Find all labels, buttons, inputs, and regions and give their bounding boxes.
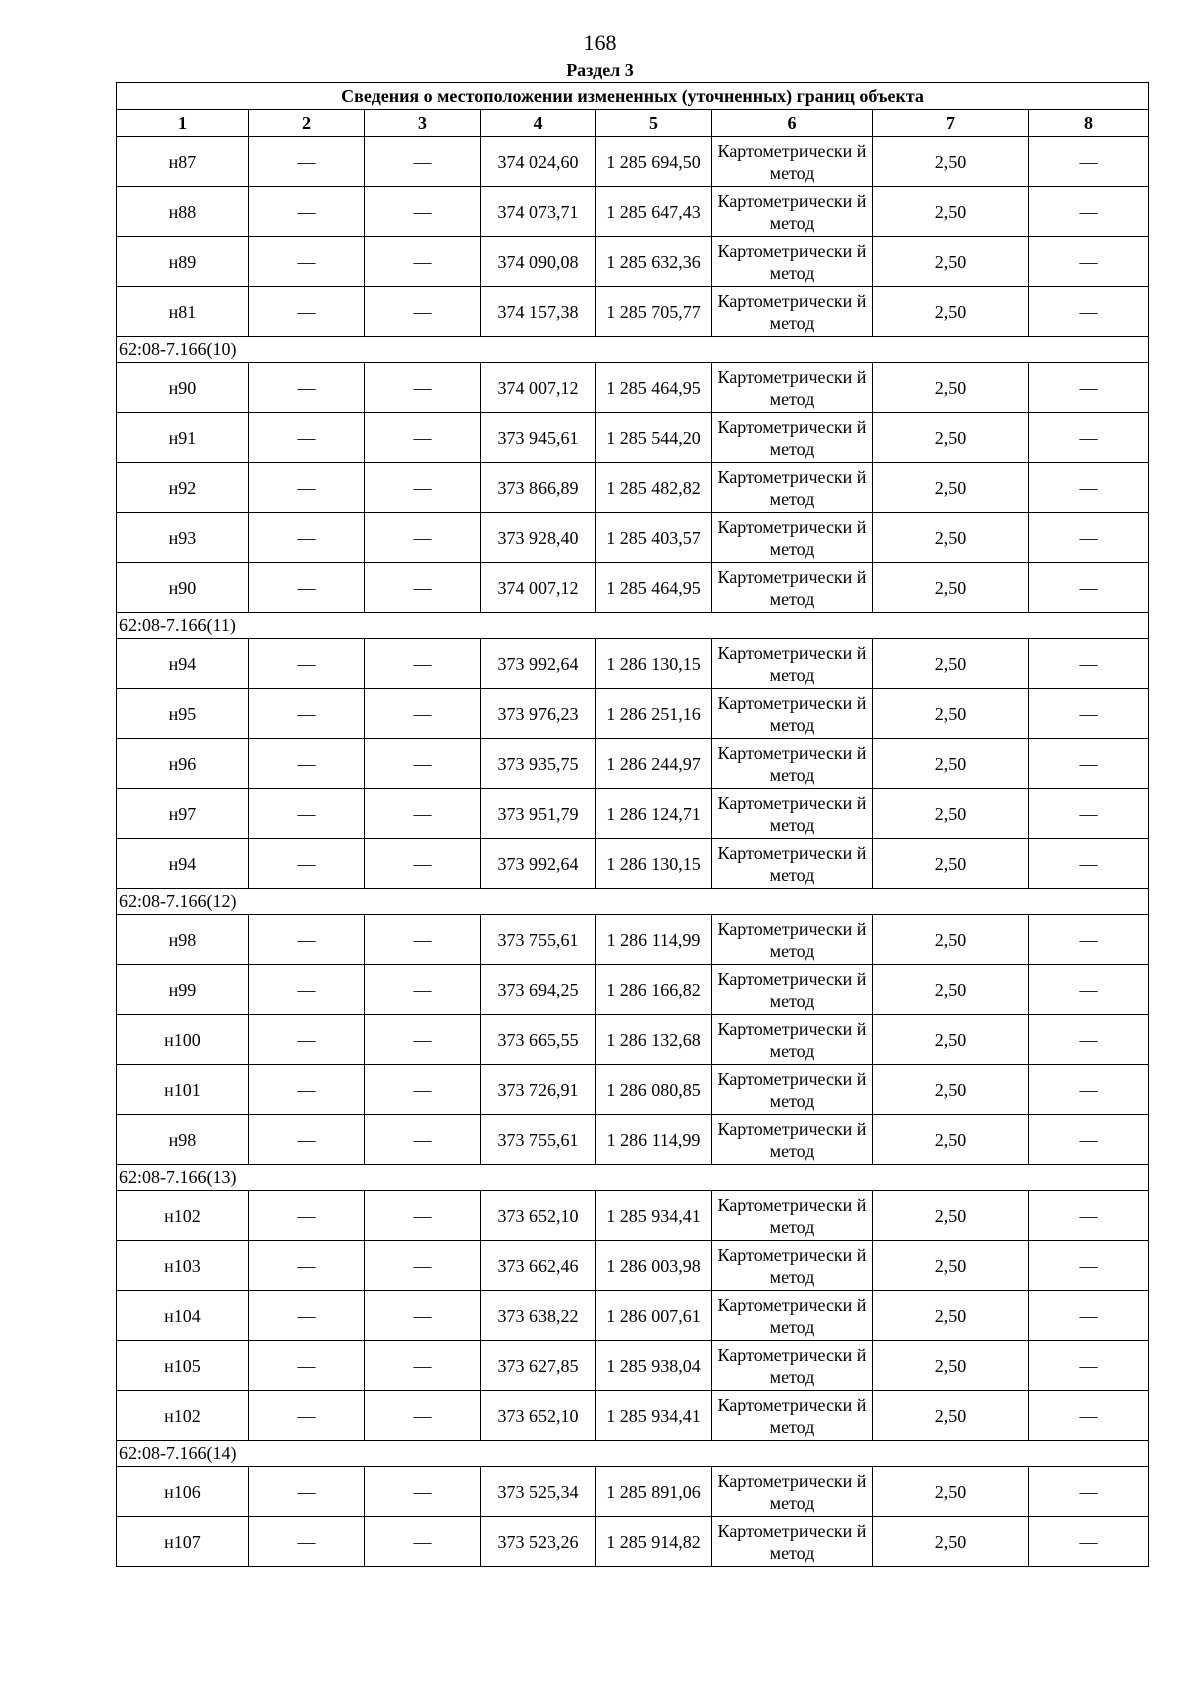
x-coordinate-cell: 373 755,61 <box>481 1115 596 1165</box>
table-row <box>117 1191 1149 1241</box>
method-cell: Картометрически й метод <box>712 1391 873 1441</box>
point-id-cell: н104 <box>117 1291 249 1341</box>
col2-cell: — <box>249 237 365 287</box>
col3-cell: — <box>365 137 481 187</box>
col8-cell: — <box>1029 287 1149 337</box>
col3-cell: — <box>365 237 481 287</box>
point-id-cell: н98 <box>117 1115 249 1165</box>
x-coordinate-cell: 373 525,34 <box>481 1467 596 1517</box>
col8-cell: — <box>1029 689 1149 739</box>
accuracy-cell: 2,50 <box>873 1341 1029 1391</box>
point-id-cell: н106 <box>117 1467 249 1517</box>
col3-cell: — <box>365 513 481 563</box>
method-cell: Картометрически й метод <box>712 965 873 1015</box>
col2-cell: — <box>249 1341 365 1391</box>
col8-cell: — <box>1029 965 1149 1015</box>
x-coordinate-cell: 373 992,64 <box>481 839 596 889</box>
method-cell: Картометрически й метод <box>712 839 873 889</box>
col8-cell: — <box>1029 1065 1149 1115</box>
col2-cell: — <box>249 413 365 463</box>
table-caption: Сведения о местоположении измененных (уточненных) границ объекта <box>117 83 1149 110</box>
table-body <box>117 137 1149 1567</box>
col3-cell: — <box>365 463 481 513</box>
method-cell: Картометрически й метод <box>712 1115 873 1165</box>
x-coordinate-cell: 374 007,12 <box>481 363 596 413</box>
y-coordinate-cell: 1 285 694,50 <box>596 137 712 187</box>
table-row <box>117 513 1149 563</box>
col8-cell: — <box>1029 1467 1149 1517</box>
col3-cell: — <box>365 287 481 337</box>
method-cell: Картометрически й метод <box>712 1291 873 1341</box>
accuracy-cell: 2,50 <box>873 1191 1029 1241</box>
table-row <box>117 287 1149 337</box>
col3-cell: — <box>365 563 481 613</box>
table-row <box>117 1391 1149 1441</box>
col8-cell: — <box>1029 915 1149 965</box>
x-coordinate-cell: 373 951,79 <box>481 789 596 839</box>
x-coordinate-cell: 373 694,25 <box>481 965 596 1015</box>
col8-cell: — <box>1029 187 1149 237</box>
group-row <box>117 337 1149 363</box>
col2-cell: — <box>249 689 365 739</box>
point-id-cell: н98 <box>117 915 249 965</box>
col2-cell: — <box>249 639 365 689</box>
col2-cell: — <box>249 789 365 839</box>
col8-cell: — <box>1029 1291 1149 1341</box>
accuracy-cell: 2,50 <box>873 1065 1029 1115</box>
col3-cell: — <box>365 1065 481 1115</box>
method-cell: Картометрически й метод <box>712 137 873 187</box>
method-cell: Картометрически й метод <box>712 639 873 689</box>
col2-cell: — <box>249 363 365 413</box>
table-row <box>117 1467 1149 1517</box>
col8-cell: — <box>1029 739 1149 789</box>
col2-cell: — <box>249 1065 365 1115</box>
accuracy-cell: 2,50 <box>873 463 1029 513</box>
method-cell: Картометрически й метод <box>712 1065 873 1115</box>
col8-cell: — <box>1029 1341 1149 1391</box>
y-coordinate-cell: 1 285 482,82 <box>596 463 712 513</box>
col2-cell: — <box>249 1241 365 1291</box>
col2-cell: — <box>249 915 365 965</box>
point-id-cell: н97 <box>117 789 249 839</box>
point-id-cell: н107 <box>117 1517 249 1567</box>
column-header: 2 <box>249 110 365 137</box>
group-row <box>117 1441 1149 1467</box>
table-row <box>117 237 1149 287</box>
point-id-cell: н88 <box>117 187 249 237</box>
table-row <box>117 463 1149 513</box>
y-coordinate-cell: 1 286 124,71 <box>596 789 712 839</box>
y-coordinate-cell: 1 286 007,61 <box>596 1291 712 1341</box>
col3-cell: — <box>365 915 481 965</box>
group-row <box>117 613 1149 639</box>
table-row <box>117 413 1149 463</box>
group-label: 62:08-7.166(11) <box>117 613 1149 639</box>
accuracy-cell: 2,50 <box>873 1015 1029 1065</box>
y-coordinate-cell: 1 285 464,95 <box>596 363 712 413</box>
group-label: 62:08-7.166(13) <box>117 1165 1149 1191</box>
x-coordinate-cell: 373 662,46 <box>481 1241 596 1291</box>
col3-cell: — <box>365 689 481 739</box>
method-cell: Картометрически й метод <box>712 689 873 739</box>
method-cell: Картометрически й метод <box>712 789 873 839</box>
col2-cell: — <box>249 739 365 789</box>
col3-cell: — <box>365 1191 481 1241</box>
table-row <box>117 1241 1149 1291</box>
method-cell: Картометрически й метод <box>712 915 873 965</box>
col8-cell: — <box>1029 839 1149 889</box>
col8-cell: — <box>1029 1517 1149 1567</box>
x-coordinate-cell: 373 652,10 <box>481 1191 596 1241</box>
method-cell: Картометрически й метод <box>712 413 873 463</box>
col8-cell: — <box>1029 1391 1149 1441</box>
point-id-cell: н90 <box>117 563 249 613</box>
y-coordinate-cell: 1 286 003,98 <box>596 1241 712 1291</box>
accuracy-cell: 2,50 <box>873 1467 1029 1517</box>
col2-cell: — <box>249 1291 365 1341</box>
point-id-cell: н87 <box>117 137 249 187</box>
col3-cell: — <box>365 1517 481 1567</box>
table-row <box>117 689 1149 739</box>
table-row <box>117 1015 1149 1065</box>
y-coordinate-cell: 1 285 891,06 <box>596 1467 712 1517</box>
col8-cell: — <box>1029 463 1149 513</box>
method-cell: Картометрически й метод <box>712 513 873 563</box>
col8-cell: — <box>1029 1191 1149 1241</box>
table-row <box>117 1517 1149 1567</box>
col3-cell: — <box>365 789 481 839</box>
col2-cell: — <box>249 563 365 613</box>
col8-cell: — <box>1029 237 1149 287</box>
method-cell: Картометрически й метод <box>712 287 873 337</box>
group-label: 62:08-7.166(10) <box>117 337 1149 363</box>
point-id-cell: н93 <box>117 513 249 563</box>
column-header: 6 <box>712 110 873 137</box>
col2-cell: — <box>249 839 365 889</box>
col3-cell: — <box>365 739 481 789</box>
col2-cell: — <box>249 1015 365 1065</box>
accuracy-cell: 2,50 <box>873 563 1029 613</box>
col3-cell: — <box>365 363 481 413</box>
table-row <box>117 1291 1149 1341</box>
y-coordinate-cell: 1 285 938,04 <box>596 1341 712 1391</box>
y-coordinate-cell: 1 285 934,41 <box>596 1391 712 1441</box>
column-header: 5 <box>596 110 712 137</box>
x-coordinate-cell: 374 090,08 <box>481 237 596 287</box>
col8-cell: — <box>1029 363 1149 413</box>
table-row <box>117 965 1149 1015</box>
column-header: 4 <box>481 110 596 137</box>
x-coordinate-cell: 373 866,89 <box>481 463 596 513</box>
col2-cell: — <box>249 187 365 237</box>
section-title: Раздел 3 <box>566 60 634 80</box>
point-id-cell: н99 <box>117 965 249 1015</box>
table-row <box>117 137 1149 187</box>
x-coordinate-cell: 374 073,71 <box>481 187 596 237</box>
method-cell: Картометрически й метод <box>712 1015 873 1065</box>
method-cell: Картометрически й метод <box>712 1517 873 1567</box>
col8-cell: — <box>1029 413 1149 463</box>
accuracy-cell: 2,50 <box>873 1391 1029 1441</box>
x-coordinate-cell: 373 992,64 <box>481 639 596 689</box>
y-coordinate-cell: 1 285 914,82 <box>596 1517 712 1567</box>
y-coordinate-cell: 1 285 934,41 <box>596 1191 712 1241</box>
point-id-cell: н94 <box>117 639 249 689</box>
col8-cell: — <box>1029 639 1149 689</box>
x-coordinate-cell: 373 935,75 <box>481 739 596 789</box>
accuracy-cell: 2,50 <box>873 839 1029 889</box>
col8-cell: — <box>1029 563 1149 613</box>
point-id-cell: н105 <box>117 1341 249 1391</box>
point-id-cell: н96 <box>117 739 249 789</box>
table-caption-row <box>117 83 1149 110</box>
col3-cell: — <box>365 1115 481 1165</box>
col3-cell: — <box>365 1391 481 1441</box>
table-row <box>117 187 1149 237</box>
point-id-cell: н94 <box>117 839 249 889</box>
y-coordinate-cell: 1 286 132,68 <box>596 1015 712 1065</box>
column-header: 8 <box>1029 110 1149 137</box>
y-coordinate-cell: 1 285 632,36 <box>596 237 712 287</box>
col8-cell: — <box>1029 1015 1149 1065</box>
method-cell: Картометрически й метод <box>712 1467 873 1517</box>
y-coordinate-cell: 1 286 080,85 <box>596 1065 712 1115</box>
y-coordinate-cell: 1 286 166,82 <box>596 965 712 1015</box>
col8-cell: — <box>1029 789 1149 839</box>
method-cell: Картометрически й метод <box>712 187 873 237</box>
accuracy-cell: 2,50 <box>873 1241 1029 1291</box>
accuracy-cell: 2,50 <box>873 513 1029 563</box>
col2-cell: — <box>249 287 365 337</box>
point-id-cell: н81 <box>117 287 249 337</box>
col8-cell: — <box>1029 1115 1149 1165</box>
table-row <box>117 789 1149 839</box>
table-row <box>117 363 1149 413</box>
accuracy-cell: 2,50 <box>873 287 1029 337</box>
y-coordinate-cell: 1 286 114,99 <box>596 915 712 965</box>
point-id-cell: н100 <box>117 1015 249 1065</box>
group-label: 62:08-7.166(12) <box>117 889 1149 915</box>
x-coordinate-cell: 373 627,85 <box>481 1341 596 1391</box>
table-row <box>117 1065 1149 1115</box>
method-cell: Картометрически й метод <box>712 1191 873 1241</box>
col8-cell: — <box>1029 1241 1149 1291</box>
col2-cell: — <box>249 1517 365 1567</box>
col8-cell: — <box>1029 513 1149 563</box>
point-id-cell: н102 <box>117 1391 249 1441</box>
col3-cell: — <box>365 639 481 689</box>
col3-cell: — <box>365 965 481 1015</box>
col2-cell: — <box>249 137 365 187</box>
method-cell: Картометрически й метод <box>712 237 873 287</box>
table-row <box>117 915 1149 965</box>
y-coordinate-cell: 1 286 130,15 <box>596 839 712 889</box>
group-row <box>117 1165 1149 1191</box>
x-coordinate-cell: 373 652,10 <box>481 1391 596 1441</box>
point-id-cell: н91 <box>117 413 249 463</box>
table-row <box>117 1341 1149 1391</box>
method-cell: Картометрически й метод <box>712 463 873 513</box>
x-coordinate-cell: 374 157,38 <box>481 287 596 337</box>
accuracy-cell: 2,50 <box>873 689 1029 739</box>
x-coordinate-cell: 374 024,60 <box>481 137 596 187</box>
x-coordinate-cell: 374 007,12 <box>481 563 596 613</box>
col3-cell: — <box>365 1291 481 1341</box>
accuracy-cell: 2,50 <box>873 187 1029 237</box>
accuracy-cell: 2,50 <box>873 363 1029 413</box>
point-id-cell: н92 <box>117 463 249 513</box>
col2-cell: — <box>249 1191 365 1241</box>
accuracy-cell: 2,50 <box>873 1115 1029 1165</box>
method-cell: Картометрически й метод <box>712 1341 873 1391</box>
accuracy-cell: 2,50 <box>873 739 1029 789</box>
y-coordinate-cell: 1 286 130,15 <box>596 639 712 689</box>
col3-cell: — <box>365 839 481 889</box>
col2-cell: — <box>249 513 365 563</box>
accuracy-cell: 2,50 <box>873 137 1029 187</box>
col2-cell: — <box>249 463 365 513</box>
accuracy-cell: 2,50 <box>873 413 1029 463</box>
method-cell: Картометрически й метод <box>712 563 873 613</box>
x-coordinate-cell: 373 928,40 <box>481 513 596 563</box>
x-coordinate-cell: 373 945,61 <box>481 413 596 463</box>
x-coordinate-cell: 373 755,61 <box>481 915 596 965</box>
table-row <box>117 839 1149 889</box>
x-coordinate-cell: 373 665,55 <box>481 1015 596 1065</box>
point-id-cell: н95 <box>117 689 249 739</box>
point-id-cell: н101 <box>117 1065 249 1115</box>
x-coordinate-cell: 373 523,26 <box>481 1517 596 1567</box>
point-id-cell: н103 <box>117 1241 249 1291</box>
table-header-row <box>117 110 1149 137</box>
method-cell: Картометрически й метод <box>712 739 873 789</box>
page-number: 168 <box>583 30 617 55</box>
x-coordinate-cell: 373 976,23 <box>481 689 596 739</box>
col3-cell: — <box>365 187 481 237</box>
coordinates-table <box>116 82 1149 1567</box>
table-row <box>117 739 1149 789</box>
y-coordinate-cell: 1 286 244,97 <box>596 739 712 789</box>
y-coordinate-cell: 1 285 464,95 <box>596 563 712 613</box>
table-row <box>117 563 1149 613</box>
y-coordinate-cell: 1 285 403,57 <box>596 513 712 563</box>
accuracy-cell: 2,50 <box>873 789 1029 839</box>
accuracy-cell: 2,50 <box>873 1517 1029 1567</box>
column-header: 3 <box>365 110 481 137</box>
table-row <box>117 1115 1149 1165</box>
accuracy-cell: 2,50 <box>873 237 1029 287</box>
column-header: 7 <box>873 110 1029 137</box>
y-coordinate-cell: 1 285 544,20 <box>596 413 712 463</box>
col3-cell: — <box>365 1467 481 1517</box>
group-label: 62:08-7.166(14) <box>117 1441 1149 1467</box>
table-row <box>117 639 1149 689</box>
col3-cell: — <box>365 413 481 463</box>
accuracy-cell: 2,50 <box>873 639 1029 689</box>
column-header: 1 <box>117 110 249 137</box>
col2-cell: — <box>249 965 365 1015</box>
col3-cell: — <box>365 1241 481 1291</box>
point-id-cell: н89 <box>117 237 249 287</box>
col3-cell: — <box>365 1341 481 1391</box>
col2-cell: — <box>249 1115 365 1165</box>
group-row <box>117 889 1149 915</box>
method-cell: Картометрически й метод <box>712 363 873 413</box>
x-coordinate-cell: 373 638,22 <box>481 1291 596 1341</box>
method-cell: Картометрически й метод <box>712 1241 873 1291</box>
col2-cell: — <box>249 1391 365 1441</box>
accuracy-cell: 2,50 <box>873 1291 1029 1341</box>
accuracy-cell: 2,50 <box>873 915 1029 965</box>
point-id-cell: н90 <box>117 363 249 413</box>
accuracy-cell: 2,50 <box>873 965 1029 1015</box>
y-coordinate-cell: 1 286 251,16 <box>596 689 712 739</box>
y-coordinate-cell: 1 286 114,99 <box>596 1115 712 1165</box>
col3-cell: — <box>365 1015 481 1065</box>
y-coordinate-cell: 1 285 647,43 <box>596 187 712 237</box>
x-coordinate-cell: 373 726,91 <box>481 1065 596 1115</box>
col8-cell: — <box>1029 137 1149 187</box>
point-id-cell: н102 <box>117 1191 249 1241</box>
y-coordinate-cell: 1 285 705,77 <box>596 287 712 337</box>
col2-cell: — <box>249 1467 365 1517</box>
